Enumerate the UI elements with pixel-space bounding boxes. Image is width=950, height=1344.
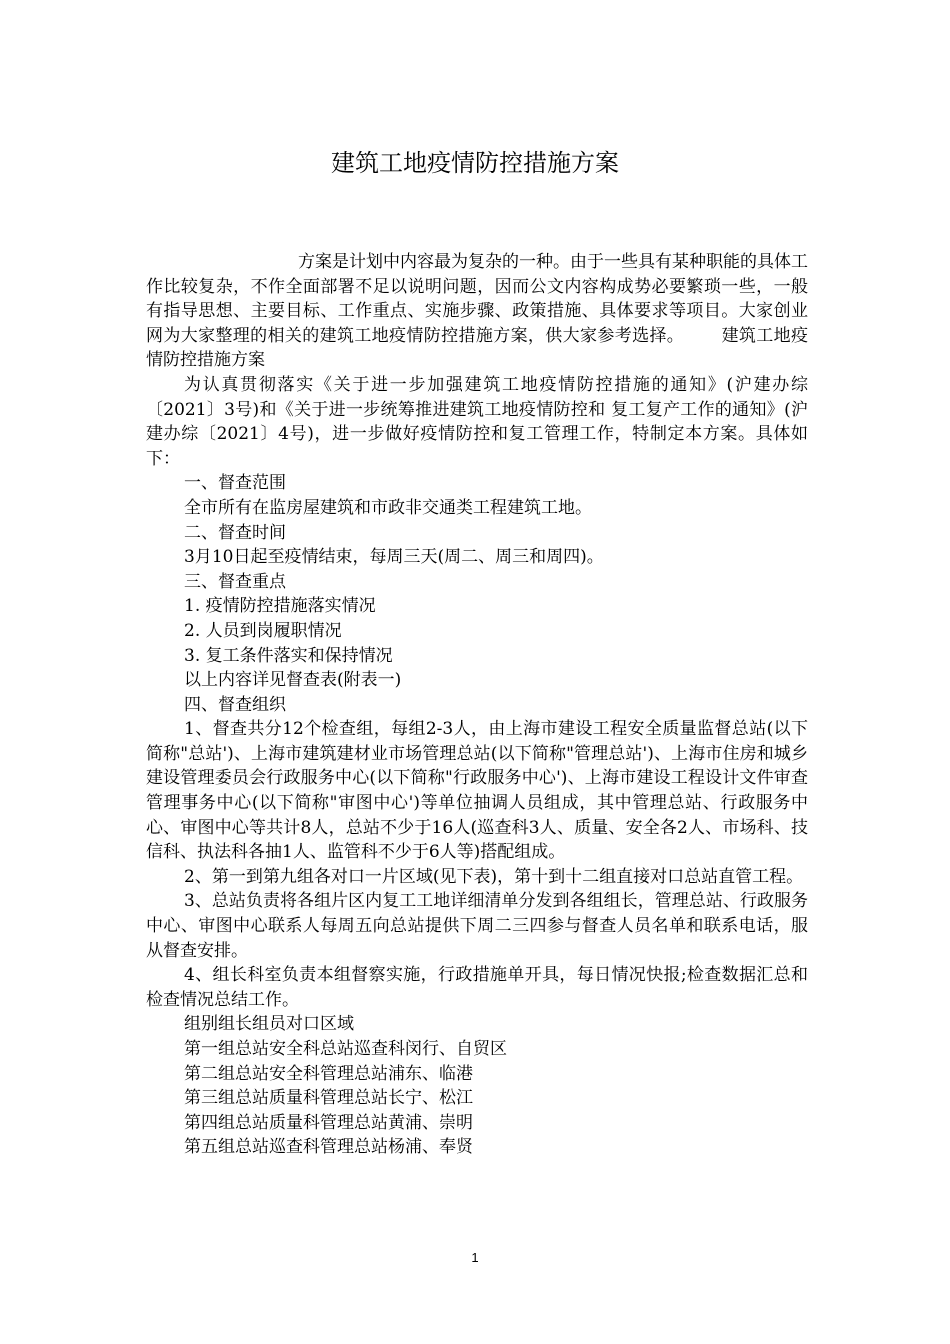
section-heading: 三、督查重点: [184, 571, 286, 592]
intro-subtitle: 建筑工地疫情防控措施方案: [146, 325, 809, 371]
page-number: 1: [471, 1250, 479, 1265]
table-row: 第四组总站质量科管理总站黄浦、崇明: [184, 1112, 473, 1133]
list-item: 2. 人员到岗履职情况: [184, 620, 342, 641]
document-body: [146, 250, 808, 1160]
intro-paragraph: [146, 250, 808, 373]
table-header-line: 组别组长组员对口区域: [184, 1014, 354, 1035]
paragraph: 4、组长科室负责本组督察实施，行政措施单开具，每日情况快报;检查数据汇总和检查情况总结工作。: [146, 965, 808, 1010]
section-heading: 四、督查组织: [184, 694, 286, 715]
table-row: 第三组总站质量科管理总站长宁、松江: [184, 1088, 473, 1109]
section-heading: 二、督查时间: [184, 522, 286, 543]
paragraph: 3月10日起至疫情结束，每周三天(周二、周三和周四)。: [184, 547, 604, 568]
paragraph: 2、第一到第九组各对口一片区域(见下表)，第十到十二组直接对口总站直管工程。: [184, 866, 804, 887]
table-row: 第二组总站安全科管理总站浦东、临港: [184, 1063, 473, 1084]
list-item: 3. 复工条件落实和保持情况: [184, 645, 393, 666]
intro-text: 方案是计划中内容最为复杂的一种。由于一些具有某种职能的具体工作比较复杂，不作全面部署不足以说明问题，因而公文内容构成势必要繁琐一些，一般有指导思想、主要目标、工作重点、实施步骤、政策措施、具体要求等项目。大家创业网为大家整理的相关的建筑工地疫情防控措施方案，供大家参考选择。: [146, 252, 808, 346]
list-item: 1. 疫情防控措施落实情况: [184, 596, 376, 617]
paragraph: 1、督查共分12个检查组，每组2-3人，由上海市建设工程安全质量监督总站(以下简称"总站')、上海市建筑建材业市场管理总站(以下简称"管理总站')、上海市住房和城乡建设管理委员会行政服务中心(以下简称"行政服务中心')、上海市建设工程设计文件审查管理事务中心(以下简称"审图中心')等单位抽调人员组成，其中管理总站、行政服务中心、审图中心等共计8人，总站不少于16人(巡查科3人、质量、安全各2人、市场科、技信科、执法科各抽1人、监管科不少于6人等)搭配组成。: [146, 719, 808, 863]
paragraph: 以上内容详见督查表(附表一): [184, 670, 402, 691]
paragraph: 为认真贯彻落实《关于进一步加强建筑工地疫情防控措施的通知》(沪建办综〔2021〕3号)和《关于进一步统筹推进建筑工地疫情防控和 复工复产工作的通知》(沪建办综〔2021〕4号)，进一步做好疫情防控和复工管理工作，特制定本方案。具体如下：: [146, 374, 808, 469]
section-heading: 一、督查范围: [184, 473, 286, 494]
paragraph: 3、总站负责将各组片区内复工工地详细清单分发到各组组长，管理总站、行政服务中心、审图中心联系人每周五向总站提供下周二三四参与督查人员名单和联系电话，服从督查安排。: [146, 891, 808, 961]
paragraph: 全市所有在监房屋建筑和市政非交通类工程建筑工地。: [184, 497, 592, 518]
table-row: 第一组总站安全科总站巡查科闵行、自贸区: [184, 1039, 507, 1059]
table-row: 第五组总站巡查科管理总站杨浦、奉贤: [184, 1137, 473, 1158]
document-title: 建筑工地疫情防控措施方案: [331, 149, 619, 177]
